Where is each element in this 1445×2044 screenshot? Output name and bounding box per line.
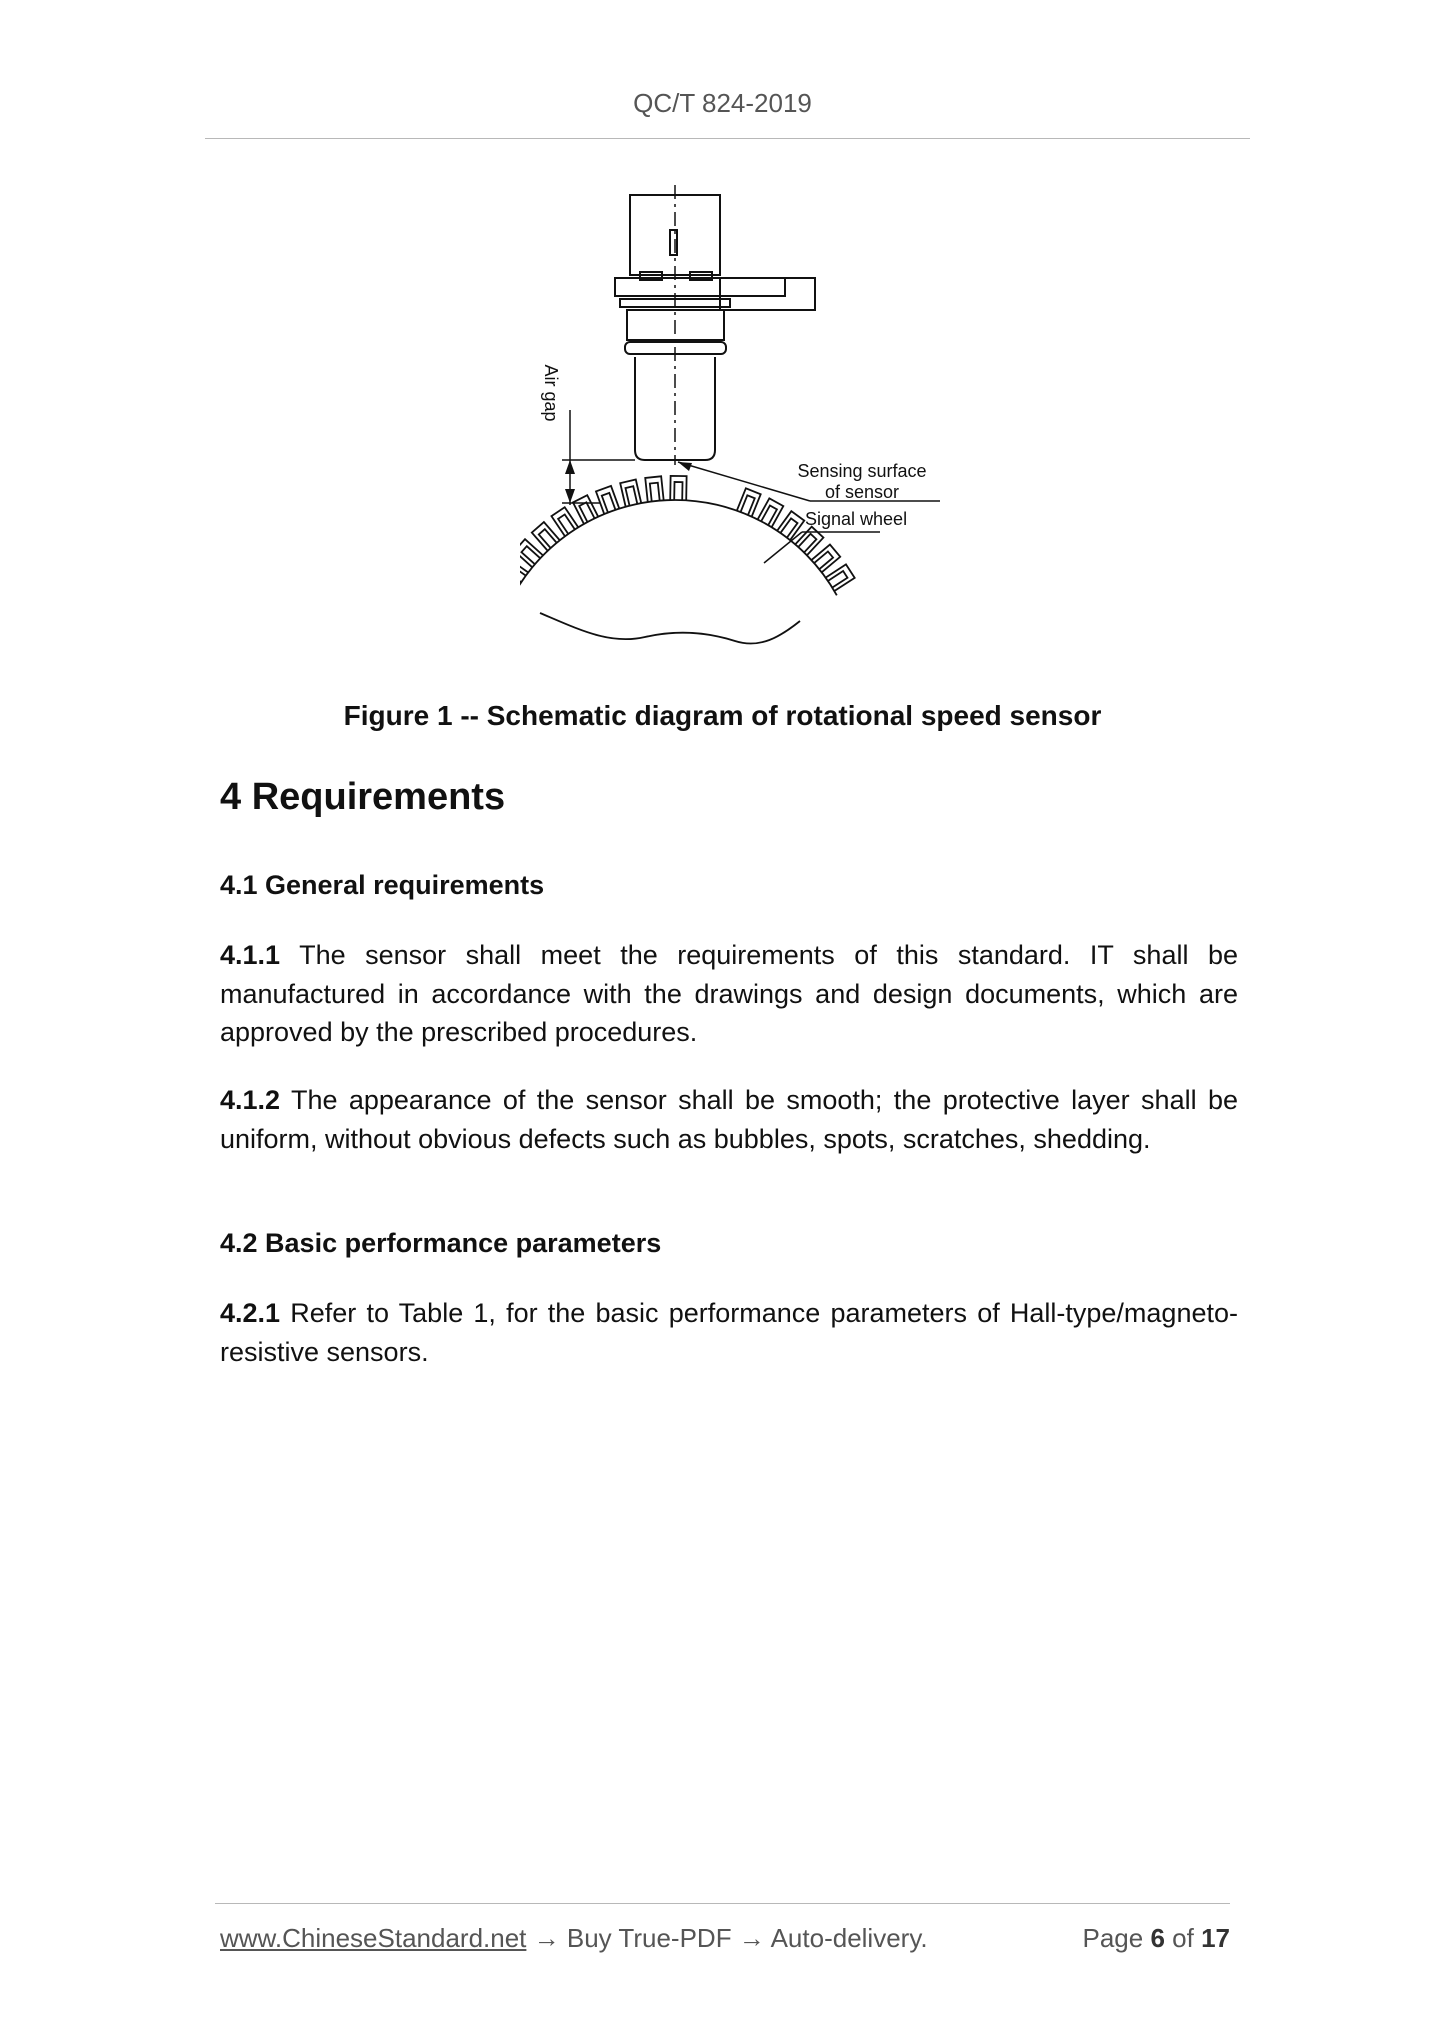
current-page: 6 [1150,1923,1165,1953]
clause-text: The sensor shall meet the requirements of this standard. IT shall be manufactured in accordance with the drawings and design documents, which are approved by the prescribed procedures. [220,940,1238,1047]
section-4-1-heading: 4.1 General requirements [220,870,545,900]
section-4-2-heading: 4.2 Basic performance parameters [220,1228,662,1258]
air-gap-label: Air gap [541,364,561,422]
clause-text: The appearance of the sensor shall be smooth; the protective layer shall be uniform, without obvious defects such as bubbles, spots, scratches, shedding. [220,1085,1238,1154]
sensor-diagram [520,185,990,665]
clause-4-1-2 [220,1081,1238,1158]
wheel-tooth [777,511,804,540]
connector-pin [670,230,677,255]
wheel-tooth [620,480,641,507]
sensing-surface-label-2: of sensor [824,482,900,502]
header-divider [205,138,1250,139]
wheel-tooth [812,545,841,573]
page-word: Page [1082,1923,1144,1953]
sensing-surface-label: Sensing surface [797,461,927,481]
wheel-tooth [532,522,560,551]
clause-number: 4.1.1 [220,940,281,970]
website-link[interactable]: www.ChineseStandard.net [220,1923,527,1953]
footer-divider [215,1903,1230,1904]
mounting-bracket [720,278,815,310]
wheel-tooth [573,495,598,524]
figure-caption: Figure 1 -- Schematic diagram of rotational speed sensor [343,700,1102,731]
wheel-rim [520,500,837,610]
page-footer [220,1923,1230,1954]
clause-number: 4.2.1 [220,1298,281,1328]
wheel-tooth [551,507,578,536]
section-4-heading: 4 Requirements [220,776,506,818]
document-id-header: QC/T 824-2019 [633,88,812,118]
signal-wheel-label: Signal wheel [805,509,908,529]
wheel-tooth [758,498,784,527]
total-pages: 17 [1201,1923,1230,1953]
clause-4-1-1 [220,936,1238,1052]
wheel-break-line [540,613,800,644]
wheel-tooth [670,476,686,500]
of-word: of [1172,1923,1194,1953]
clause-number: 4.1.2 [220,1085,281,1115]
page-indicator [1082,1923,1230,1954]
wheel-tooth [795,527,823,555]
wheel-tooth [520,539,543,567]
clause-text: Refer to Table 1, for the basic performance parameters of Hall-type/magneto-resistive sensors. [220,1298,1238,1367]
wheel-tooth [645,476,663,502]
wheel-tooth [826,564,855,590]
promo-text: → Buy True-PDF → Auto-delivery. [533,1923,928,1953]
clause-4-2-1 [220,1294,1238,1371]
